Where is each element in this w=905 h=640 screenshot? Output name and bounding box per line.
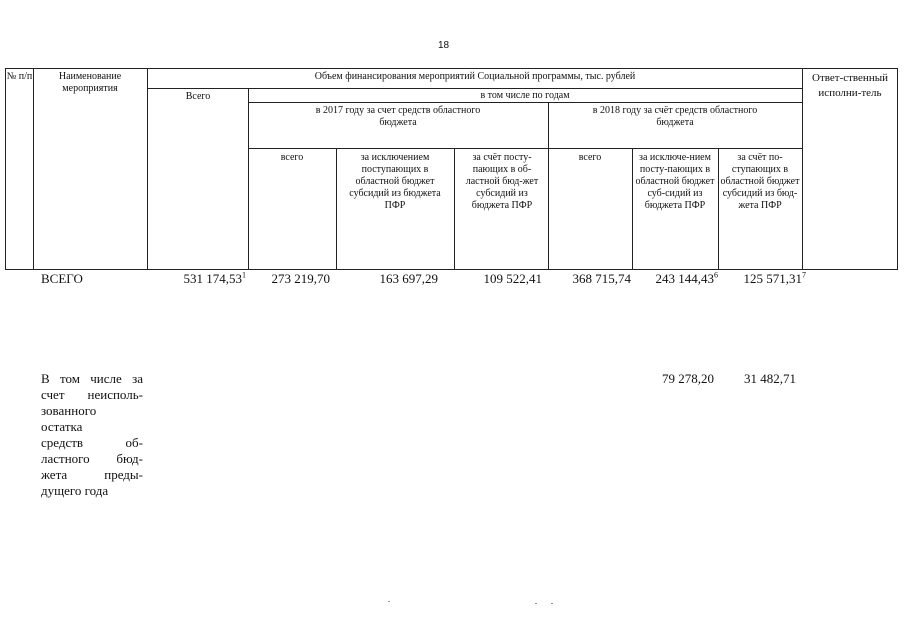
label-line: ластного бюд- xyxy=(41,451,143,466)
unused-2018-pfr-value: 31 482,71 xyxy=(744,371,796,386)
header-2017-excl: за исключением поступающих в областной бюджет субсидий из бюджета ПФР xyxy=(349,152,441,211)
header-responsible: Ответ-ственный исполни-тель xyxy=(812,72,888,99)
header-name: Наименование мероприятия xyxy=(58,71,122,94)
header-2018-all: всего xyxy=(578,152,602,163)
header-2017-all: всего xyxy=(280,152,304,163)
header-total: Всего xyxy=(185,91,211,102)
label-line: В том числе за xyxy=(41,371,143,386)
row-total-label: ВСЕГО xyxy=(41,271,83,286)
label-line: зованного xyxy=(41,403,97,418)
header-year-2018: в 2018 году за счёт средств областного бюджета xyxy=(592,105,758,128)
label-line: дущего года xyxy=(41,483,109,498)
header-2017-pfr: за счёт посту-пающих в об-ластной бюд-жет субсидий из бюджета ПФР xyxy=(465,152,539,211)
total-value-number: 531 174,53 xyxy=(183,271,242,286)
scan-speck xyxy=(551,603,553,604)
total-value xyxy=(150,271,246,286)
y2017-pfr-value: 109 522,41 xyxy=(483,271,542,286)
label-line: жета преды- xyxy=(41,467,143,482)
unused-2018-excl-value: 79 278,20 xyxy=(662,371,714,386)
header-num: № п/п xyxy=(6,71,33,82)
y2018-pfr-number: 125 571,31 xyxy=(743,271,802,286)
y2018-all-value: 368 715,74 xyxy=(572,271,631,286)
label-line: счет неисполь- xyxy=(41,387,143,402)
header-funding-title: Объем финансирования мероприятий Социальной программы, тыс. рублей xyxy=(314,71,636,82)
page-number: 18 xyxy=(438,40,450,51)
header-by-years: в том числе по годам xyxy=(480,90,570,101)
y2018-pfr-value xyxy=(720,271,806,286)
y2018-excl-value xyxy=(634,271,718,286)
y2018-excl-number: 243 144,43 xyxy=(655,271,714,286)
footnote-7: 7 xyxy=(802,270,806,280)
header-2018-pfr: за счёт по-ступающих в областной бюджет субсидий из бюд-жета ПФР xyxy=(720,152,800,211)
label-line: средств об- xyxy=(41,435,143,450)
scan-speck xyxy=(388,601,390,602)
label-line: остатка xyxy=(41,419,83,434)
header-year-2017: в 2017 году за счет средств областного бюджета xyxy=(315,105,481,128)
row-unused-label xyxy=(41,371,143,499)
y2017-all-value: 273 219,70 xyxy=(271,271,330,286)
footnote-6: 6 xyxy=(714,270,718,280)
header-2018-excl: за исключе-нием посту-пающих в областной бюджет суб-сидий из бюджета ПФР xyxy=(635,152,715,211)
footnote-1: 1 xyxy=(242,270,246,280)
scan-speck xyxy=(535,603,537,604)
y2017-excl-value: 163 697,29 xyxy=(379,271,438,286)
